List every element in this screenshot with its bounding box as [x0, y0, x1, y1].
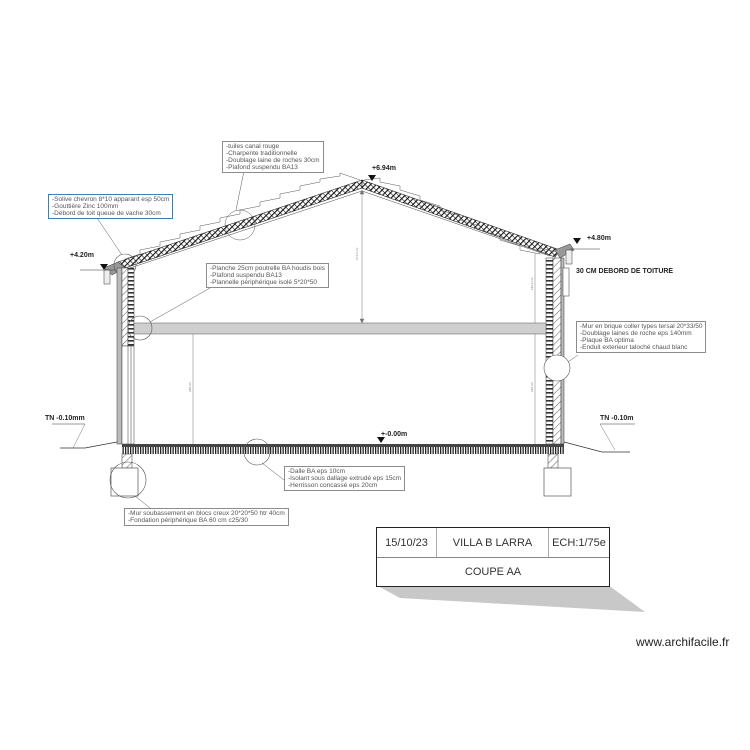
title-block-shadow [376, 585, 645, 612]
leader-lines [95, 171, 578, 508]
note-wall: -Mur en brique coller types tersal 20*33/50 -Doublage laines de roche eps 140mm -Plaque BA optima -Enduit exterieur taloché chaud blanc [576, 321, 706, 353]
svg-text:268 cm: 268 cm [188, 382, 192, 392]
svg-text:274.4 cm: 274.4 cm [355, 247, 359, 260]
title-block-project: VILLA B LARRA [437, 528, 549, 557]
title-block-date: 15/10/23 [377, 528, 437, 557]
intermediate-slab [128, 316, 546, 340]
note-eave: -Solive chevron 8*10 apparant esp 50cm -Gouttière Zinc 100mm -Débord de toit queue de vache 30cm [48, 194, 173, 219]
level-ground-right: TN -0.10m [600, 415, 634, 422]
svg-text:260 cm: 260 cm [530, 382, 534, 392]
right-wall [544, 258, 570, 444]
svg-text:182.2 cm: 182.2 cm [530, 277, 534, 290]
ground-slab [122, 439, 564, 465]
note-floor-slab: -Planche 25cm poutrelle BA houdis bois -Plafond suspendu BA13 -Plannelle périphérique isolé 5*20*50 [206, 263, 329, 288]
roof [118, 173, 560, 268]
level-floor: +-0.00m [381, 431, 408, 438]
level-eave-left: +4.20m [70, 252, 94, 259]
title-block-scale: ECH:1/75e [552, 536, 606, 549]
note-ground-slab: -Dalle BA eps 10cm -Isolant sous dallage extrudé eps 15cm -Herrisson concassé eps 20cm [284, 466, 405, 491]
overhang-label: 30 CM DEBORD DE TOITURE [576, 268, 674, 275]
title-block-sheet: COUPE AA [464, 566, 522, 578]
note-roof: -tuiles canal rouge -Charpente traditionnelle -Doublage laine de roches 30cm -Plafond suspendu BA13 [222, 141, 324, 173]
level-ground-left: TN -0.10mm [45, 415, 85, 422]
watermark: www.archifacile.fr [636, 635, 730, 649]
level-eave-right: +4.80m [587, 235, 611, 242]
left-wall [117, 268, 134, 444]
title-block [376, 527, 610, 587]
note-foundation: -Mur soubassement en blocs creux 20*20*50 htr 40cm -Fondation périphérique BA 60 cm c25/30 [124, 508, 289, 526]
level-ridge: +6.94m [372, 165, 396, 172]
